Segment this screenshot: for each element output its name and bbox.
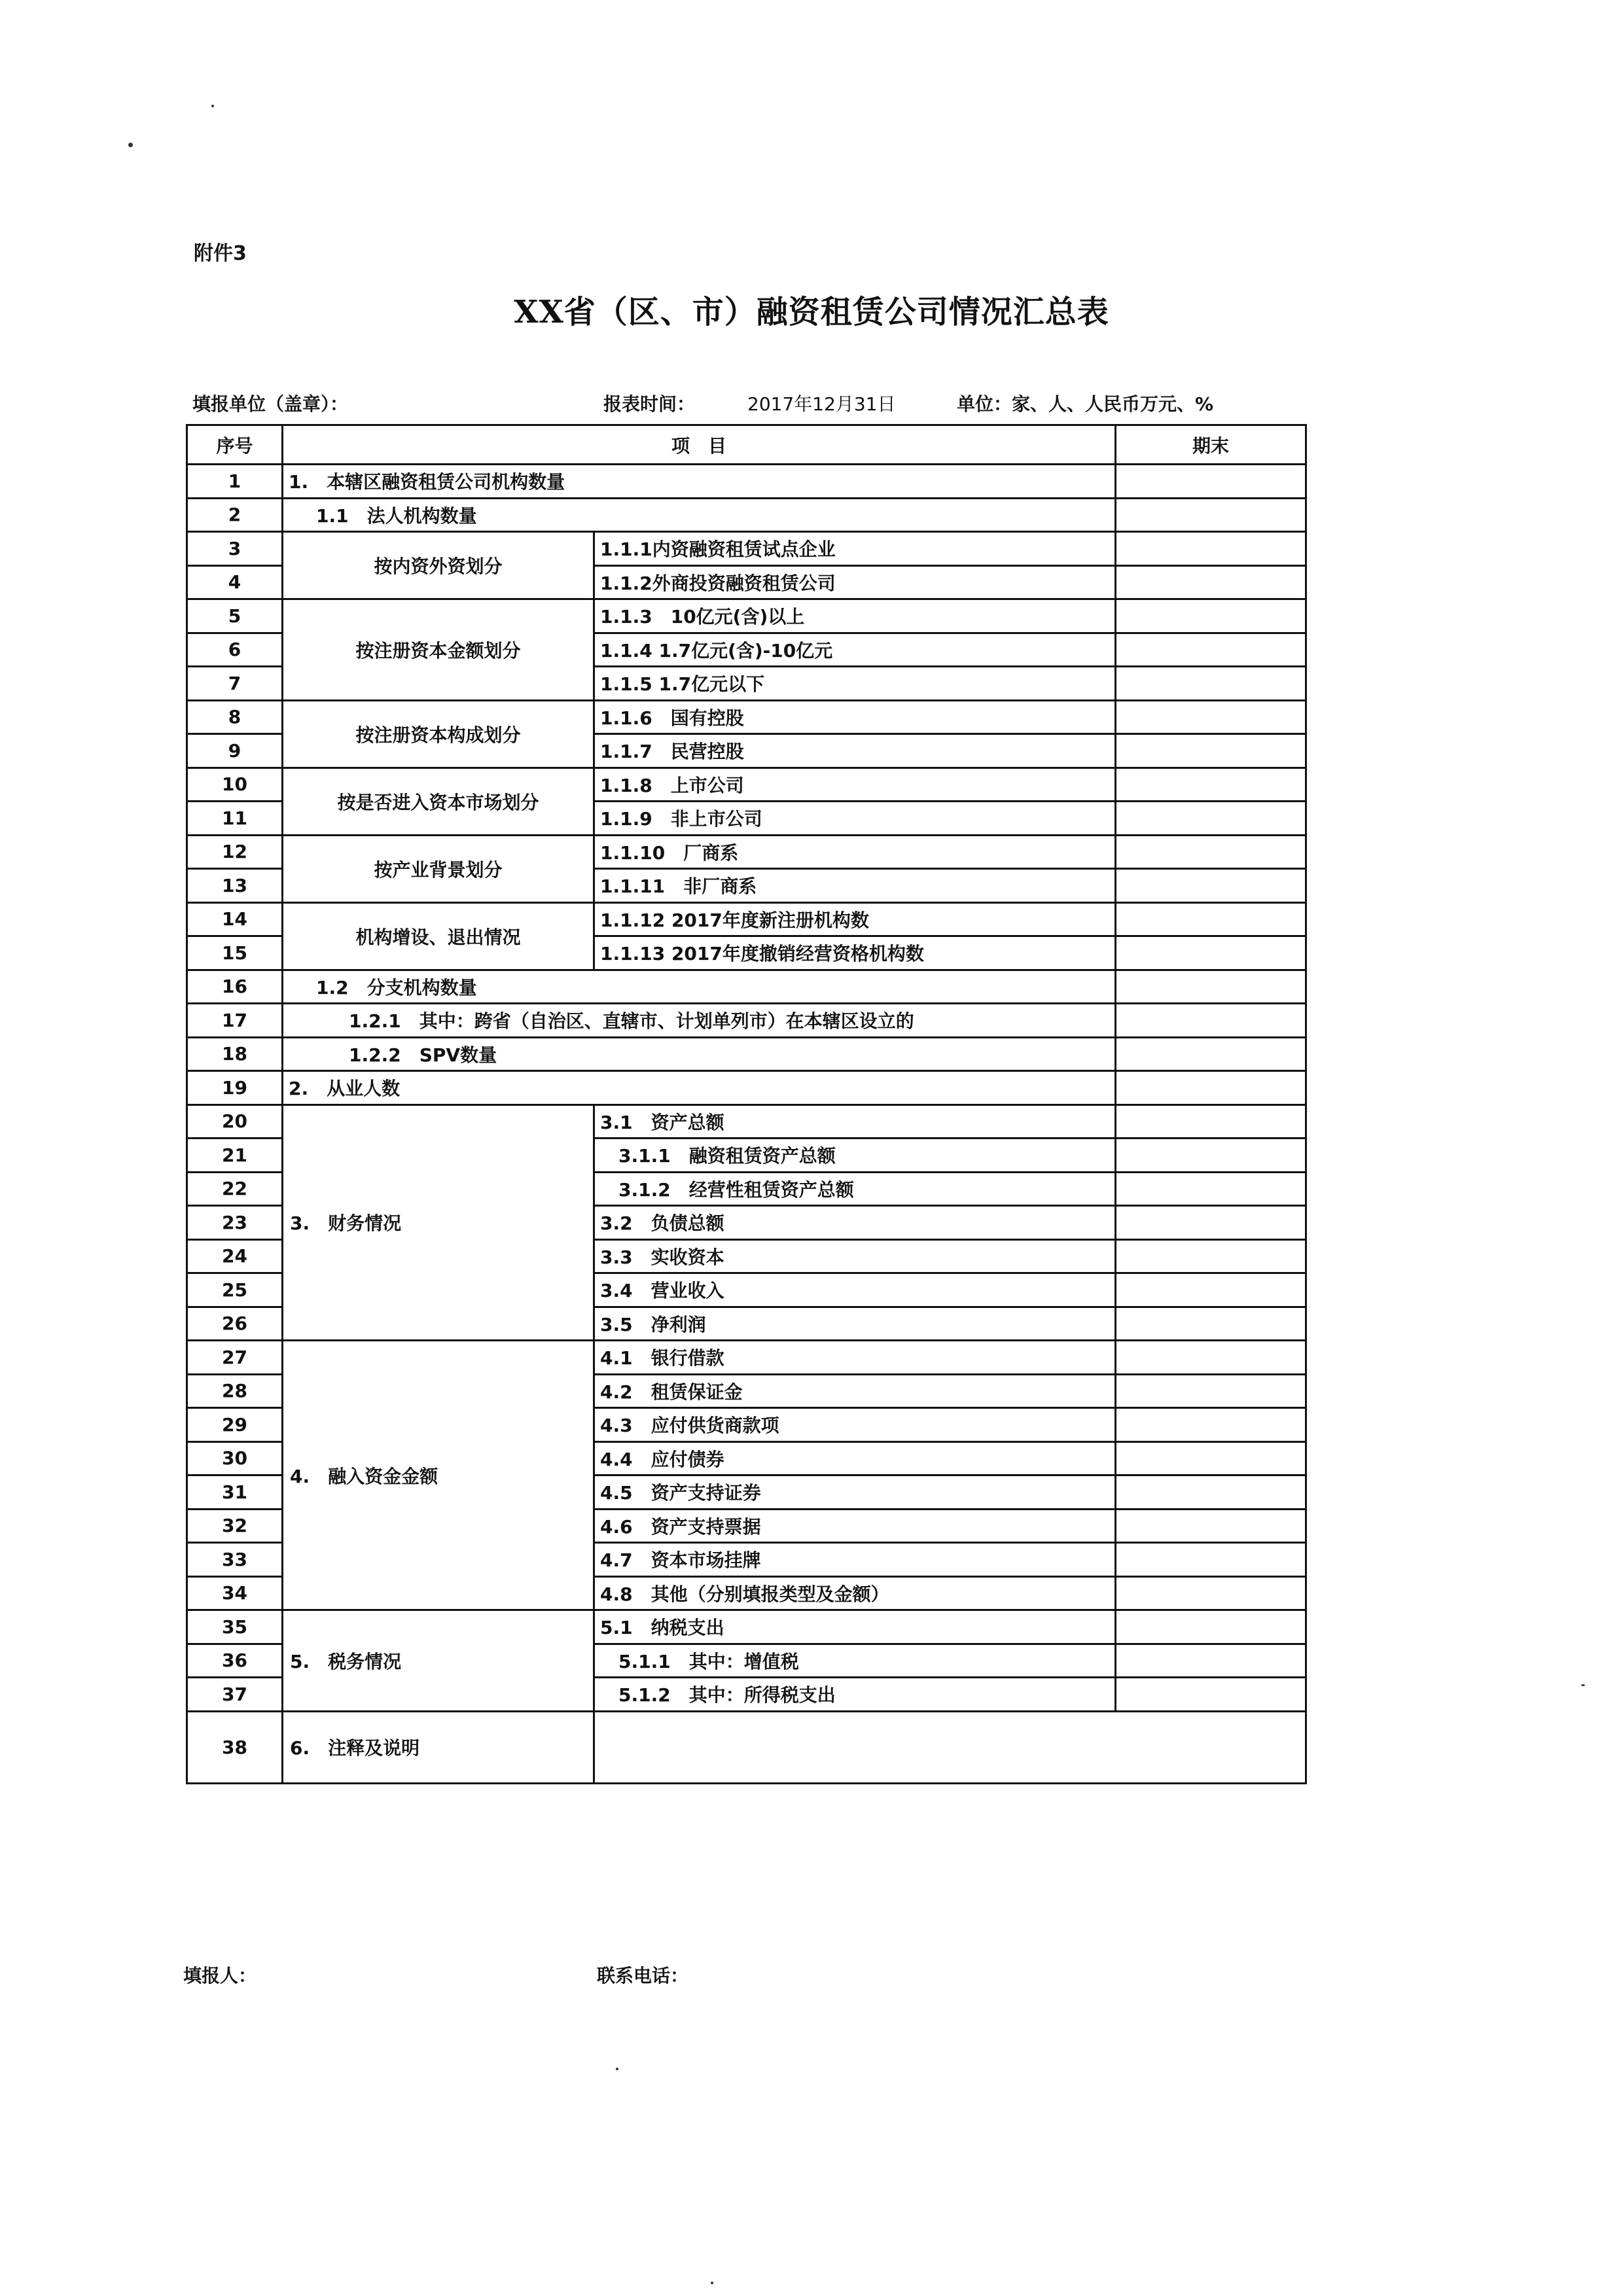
units-label: 单位：家、人、人民币万元、% xyxy=(957,393,1214,415)
row-item: 3.2 负债总额 xyxy=(594,1206,1116,1240)
row-seq: 14 xyxy=(187,902,283,936)
table-row xyxy=(187,532,1306,566)
table-row xyxy=(187,902,1306,936)
group-label: 按是否进入资本市场划分 xyxy=(283,768,594,835)
row-value-cell[interactable] xyxy=(1116,1037,1306,1071)
row-value-cell[interactable] xyxy=(1116,667,1306,701)
row-item: 4.1 银行借款 xyxy=(594,1341,1116,1375)
group-label: 按注册资本金额划分 xyxy=(283,599,594,701)
reporter-label: 填报人： xyxy=(183,1965,257,1987)
row-value-cell[interactable] xyxy=(1116,902,1306,936)
row-value-cell[interactable] xyxy=(1116,1610,1306,1644)
row-item: 1.1.10 厂商系 xyxy=(594,835,1116,869)
section-label: 5. 税务情况 xyxy=(283,1610,594,1712)
row-item: 1.1.7 民营控股 xyxy=(594,734,1116,768)
row-item: 1.1.6 国有控股 xyxy=(594,700,1116,734)
row-value-cell[interactable] xyxy=(1116,1104,1306,1139)
row-value-cell[interactable] xyxy=(1116,1341,1306,1375)
row-value-cell[interactable] xyxy=(1116,1004,1306,1038)
row-item: 1.2 分支机构数量 xyxy=(283,970,1116,1004)
row-seq: 28 xyxy=(187,1374,283,1408)
row-seq: 3 xyxy=(187,532,283,566)
row-seq: 6 xyxy=(187,633,283,667)
row-item: 5.1 纳税支出 xyxy=(594,1610,1116,1644)
row-item: 1.1.12 2017年度新注册机构数 xyxy=(594,902,1116,936)
row-value-cell[interactable] xyxy=(1116,1408,1306,1442)
row-item: 1.1.9 非上市公司 xyxy=(594,802,1116,836)
table-row xyxy=(187,1341,1306,1375)
row-seq: 29 xyxy=(187,1408,283,1442)
row-value-cell[interactable] xyxy=(1116,1576,1306,1610)
row-value-cell[interactable] xyxy=(1116,599,1306,633)
table-row xyxy=(187,498,1306,532)
report-time-label: 报表时间： xyxy=(603,393,696,415)
section-label: 4. 融入资金金额 xyxy=(283,1341,594,1610)
table-row xyxy=(187,1071,1306,1105)
row-seq: 33 xyxy=(187,1543,283,1577)
row-seq: 15 xyxy=(187,936,283,970)
attachment-label: 附件3 xyxy=(194,242,247,265)
row-item: 5.1.2 其中：所得税支出 xyxy=(594,1678,1116,1712)
row-seq: 4 xyxy=(187,565,283,599)
row-seq: 8 xyxy=(187,700,283,734)
row-item: 1. 本辖区融资租赁公司机构数量 xyxy=(283,465,1116,499)
row-value-cell[interactable] xyxy=(1116,1374,1306,1408)
row-item: 4.6 资产支持票据 xyxy=(594,1509,1116,1543)
row-item: 3.1.2 经营性租赁资产总额 xyxy=(594,1172,1116,1206)
row-item: 1.1.1内资融资租赁试点企业 xyxy=(594,532,1116,566)
row-value-cell[interactable] xyxy=(1116,532,1306,566)
col-header-end: 期末 xyxy=(1116,425,1306,465)
table-header-row xyxy=(187,425,1306,465)
row-item: 1.2.1 其中：跨省（自治区、直辖市、计划单列市）在本辖区设立的 xyxy=(283,1004,1116,1038)
row-value-cell[interactable] xyxy=(1116,936,1306,970)
scan-speck xyxy=(211,105,214,107)
row-item: 3.5 净利润 xyxy=(594,1307,1116,1341)
row-seq: 38 xyxy=(187,1711,283,1783)
row-value-cell[interactable] xyxy=(1116,633,1306,667)
table-row xyxy=(187,1037,1306,1071)
scan-speck xyxy=(711,2282,713,2284)
row-seq: 19 xyxy=(187,1071,283,1105)
row-value-cell[interactable] xyxy=(1116,498,1306,532)
group-label: 机构增设、退出情况 xyxy=(283,902,594,970)
row-seq: 18 xyxy=(187,1037,283,1071)
row-value-cell[interactable] xyxy=(1116,1071,1306,1105)
row-value-cell[interactable] xyxy=(1116,465,1306,499)
row-seq: 20 xyxy=(187,1104,283,1139)
row-seq: 24 xyxy=(187,1239,283,1273)
summary-table xyxy=(186,424,1307,1784)
row-seq: 10 xyxy=(187,768,283,802)
col-header-seq: 序号 xyxy=(187,425,283,465)
filing-unit-label: 填报单位（盖章）： xyxy=(192,393,349,415)
row-item: 4.4 应付债券 xyxy=(594,1441,1116,1475)
row-seq: 35 xyxy=(187,1610,283,1644)
row-seq: 12 xyxy=(187,835,283,869)
row-item: 2. 从业人数 xyxy=(283,1071,1116,1105)
row-seq: 16 xyxy=(187,970,283,1004)
row-seq: 36 xyxy=(187,1644,283,1678)
notes-cell[interactable] xyxy=(594,1711,1306,1783)
group-label: 按注册资本构成划分 xyxy=(283,700,594,768)
row-seq: 9 xyxy=(187,734,283,768)
row-seq: 25 xyxy=(187,1273,283,1307)
row-item: 3.3 实收资本 xyxy=(594,1239,1116,1273)
row-value-cell[interactable] xyxy=(1116,734,1306,768)
table-row xyxy=(187,970,1306,1004)
row-value-cell[interactable] xyxy=(1116,768,1306,802)
table-row xyxy=(187,1004,1306,1038)
row-item: 1.1.8 上市公司 xyxy=(594,768,1116,802)
row-value-cell[interactable] xyxy=(1116,1543,1306,1577)
table-row xyxy=(187,768,1306,802)
row-value-cell[interactable] xyxy=(1116,1139,1306,1173)
row-item: 4.2 租赁保证金 xyxy=(594,1374,1116,1408)
row-value-cell[interactable] xyxy=(1116,1441,1306,1475)
row-item: 1.1.4 1.7亿元(含)-10亿元 xyxy=(594,633,1116,667)
row-item: 1.1.5 1.7亿元以下 xyxy=(594,667,1116,701)
row-value-cell[interactable] xyxy=(1116,1644,1306,1678)
row-value-cell[interactable] xyxy=(1116,802,1306,836)
row-item: 3.4 营业收入 xyxy=(594,1273,1116,1307)
row-item: 4.7 资本市场挂牌 xyxy=(594,1543,1116,1577)
scan-speck xyxy=(616,2068,618,2070)
table-row xyxy=(187,465,1306,499)
row-seq: 1 xyxy=(187,465,283,499)
scan-speck xyxy=(128,143,133,147)
row-seq: 5 xyxy=(187,599,283,633)
table-row xyxy=(187,835,1306,869)
row-seq: 17 xyxy=(187,1004,283,1038)
row-value-cell[interactable] xyxy=(1116,970,1306,1004)
row-seq: 32 xyxy=(187,1509,283,1543)
row-item: 6. 注释及说明 xyxy=(283,1711,594,1783)
row-seq: 30 xyxy=(187,1441,283,1475)
row-value-cell[interactable] xyxy=(1116,1239,1306,1273)
row-item: 4.8 其他（分别填报类型及金额） xyxy=(594,1576,1116,1610)
table-row xyxy=(187,599,1306,633)
row-seq: 2 xyxy=(187,498,283,532)
row-seq: 21 xyxy=(187,1139,283,1173)
row-seq: 26 xyxy=(187,1307,283,1341)
row-value-cell[interactable] xyxy=(1116,1509,1306,1543)
row-value-cell[interactable] xyxy=(1116,1206,1306,1240)
row-value-cell[interactable] xyxy=(1116,700,1306,734)
row-seq: 22 xyxy=(187,1172,283,1206)
group-label: 按产业背景划分 xyxy=(283,835,594,902)
row-seq: 37 xyxy=(187,1678,283,1712)
scan-speck xyxy=(1581,1684,1585,1686)
row-value-cell[interactable] xyxy=(1116,1475,1306,1510)
row-item: 3.1 资产总额 xyxy=(594,1104,1116,1139)
row-item: 1.1.11 非厂商系 xyxy=(594,869,1116,903)
table-row xyxy=(187,1610,1306,1644)
row-item: 4.3 应付供货商款项 xyxy=(594,1408,1116,1442)
row-value-cell[interactable] xyxy=(1116,1678,1306,1712)
report-time-value: 2017年12月31日 xyxy=(747,393,896,415)
phone-label: 联系电话： xyxy=(597,1965,689,1987)
row-value-cell[interactable] xyxy=(1116,1307,1306,1341)
row-value-cell[interactable] xyxy=(1116,869,1306,903)
col-header-item: 项 目 xyxy=(283,425,1116,465)
row-item: 1.2.2 SPV数量 xyxy=(283,1037,1116,1071)
row-value-cell[interactable] xyxy=(1116,1273,1306,1307)
row-value-cell[interactable] xyxy=(1116,565,1306,599)
row-item: 1.1 法人机构数量 xyxy=(283,498,1116,532)
row-item: 5.1.1 其中：增值税 xyxy=(594,1644,1116,1678)
section-label: 3. 财务情况 xyxy=(283,1104,594,1341)
table-row xyxy=(187,1711,1306,1783)
row-seq: 23 xyxy=(187,1206,283,1240)
row-seq: 31 xyxy=(187,1475,283,1510)
row-seq: 7 xyxy=(187,667,283,701)
table-row xyxy=(187,1104,1306,1139)
row-seq: 34 xyxy=(187,1576,283,1610)
row-item: 1.1.13 2017年度撤销经营资格机构数 xyxy=(594,936,1116,970)
row-item: 4.5 资产支持证券 xyxy=(594,1475,1116,1510)
row-seq: 27 xyxy=(187,1341,283,1375)
row-seq: 11 xyxy=(187,802,283,836)
table-row xyxy=(187,700,1306,734)
row-seq: 13 xyxy=(187,869,283,903)
row-item: 1.1.2外商投资融资租赁公司 xyxy=(594,565,1116,599)
group-label: 按内资外资划分 xyxy=(283,532,594,599)
row-value-cell[interactable] xyxy=(1116,835,1306,869)
page-title: XX省（区、市）融资租赁公司情况汇总表 xyxy=(514,294,1109,330)
row-item: 3.1.1 融资租赁资产总额 xyxy=(594,1139,1116,1173)
row-item: 1.1.3 10亿元(含)以上 xyxy=(594,599,1116,633)
row-value-cell[interactable] xyxy=(1116,1172,1306,1206)
